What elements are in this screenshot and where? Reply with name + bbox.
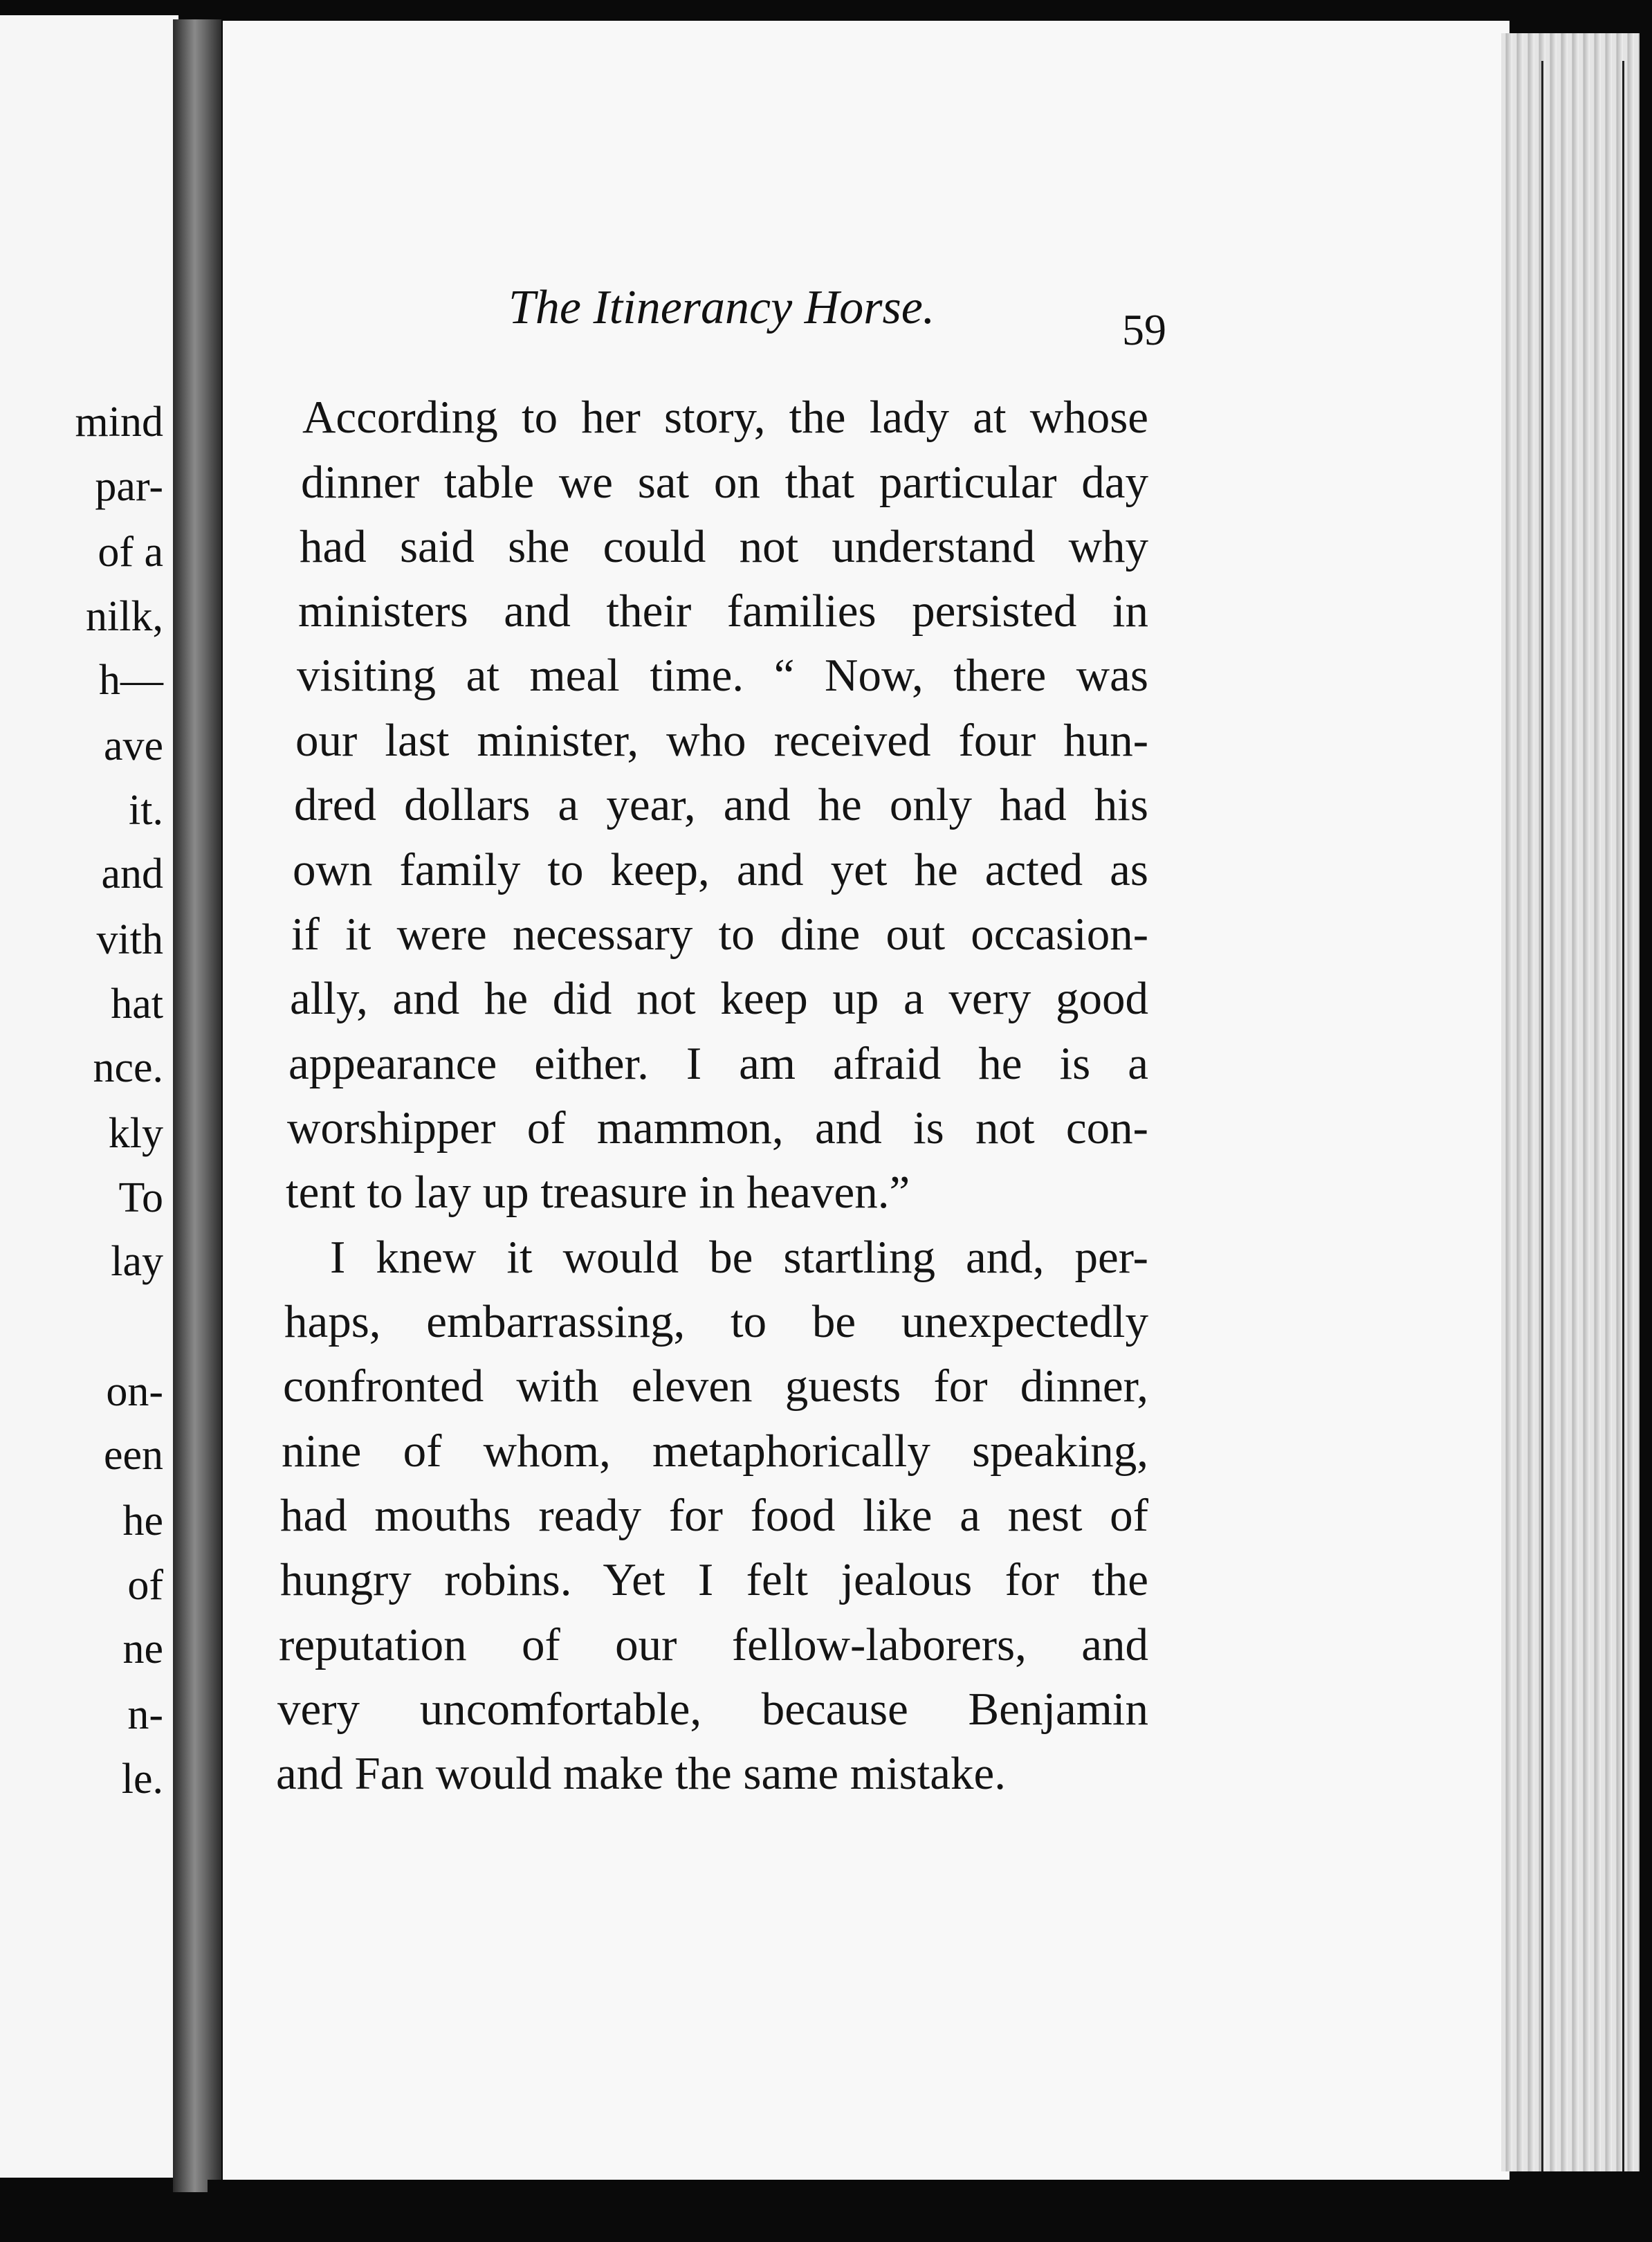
- text-line: had mouths ready for food like a nest of: [280, 1490, 1148, 1541]
- previous-page-line: par-: [95, 463, 163, 510]
- page-edge-line: [1541, 61, 1543, 2171]
- text-line: and Fan would make the same mistake.: [276, 1748, 1006, 1799]
- text-line: had said she could not understand why: [300, 521, 1149, 572]
- text-line: I knew it would be startling and, per-: [330, 1232, 1148, 1283]
- previous-page-line: To: [118, 1174, 163, 1221]
- previous-page-line: he: [122, 1497, 163, 1544]
- text-line: very uncomfortable, because Benjamin: [277, 1684, 1148, 1735]
- text-line: visiting at meal time. “ Now, there was: [297, 650, 1148, 701]
- previous-page-line: ave: [103, 722, 163, 769]
- text-line: nine of whom, metaphorically speaking,: [282, 1425, 1149, 1477]
- text-line: hungry robins. Yet I felt jealous for the: [280, 1554, 1149, 1605]
- page-number: 59: [1122, 305, 1166, 354]
- text-line: tent to lay up treasure in heaven.”: [286, 1167, 910, 1218]
- previous-page-line: mind: [75, 399, 163, 446]
- previous-page-line: le.: [121, 1756, 163, 1803]
- previous-page-line: vith: [96, 916, 163, 963]
- page-edge-line: [1622, 61, 1624, 2171]
- previous-page-line: nce.: [93, 1044, 163, 1091]
- text-line: ally, and he did not keep up a very good: [290, 973, 1149, 1024]
- page-edges: [1501, 33, 1640, 2171]
- text-line: dred dollars a year, and he only had his: [294, 779, 1148, 830]
- previous-page-line: of a: [98, 529, 163, 576]
- previous-page: [0, 15, 178, 2178]
- book-gutter: [173, 19, 221, 2192]
- previous-page-line: kly: [108, 1110, 163, 1157]
- previous-page-line: een: [103, 1432, 163, 1479]
- text-line: haps, embarrassing, to be unexpectedly: [284, 1296, 1148, 1347]
- text-line: worshipper of mammon, and is not con-: [287, 1102, 1148, 1154]
- text-line: if it were necessary to dine out occasion-: [291, 909, 1149, 960]
- text-line: our last minister, who received four hun-: [295, 715, 1148, 766]
- previous-page-line: on-: [106, 1368, 163, 1415]
- text-line: confronted with eleven guests for dinner,: [283, 1360, 1149, 1412]
- previous-page-line: n-: [127, 1691, 163, 1738]
- previous-page-line: nilk,: [86, 593, 163, 640]
- text-line: dinner table we sat on that particular day: [301, 457, 1148, 508]
- text-line: According to her story, the lady at whose: [302, 392, 1149, 443]
- scan-border-top: [0, 0, 1652, 18]
- text-line: ministers and their families persisted in: [298, 585, 1148, 637]
- scan-border-bottom: [208, 2180, 1652, 2242]
- text-line: reputation of our fellow-laborers, and: [279, 1619, 1148, 1670]
- text-line: appearance either. I am afraid he is a: [288, 1038, 1148, 1089]
- previous-page-line: it.: [129, 787, 163, 834]
- text-line: own family to keep, and yet he acted as: [293, 844, 1148, 895]
- previous-page-line: ne: [122, 1625, 163, 1673]
- previous-page-line: lay: [111, 1238, 163, 1285]
- previous-page-line: hat: [111, 981, 163, 1028]
- running-head: The Itinerancy Horse.: [508, 281, 935, 334]
- previous-page-line: and: [101, 850, 163, 897]
- previous-page-line: h—: [99, 657, 163, 704]
- previous-page-line: of: [127, 1562, 163, 1609]
